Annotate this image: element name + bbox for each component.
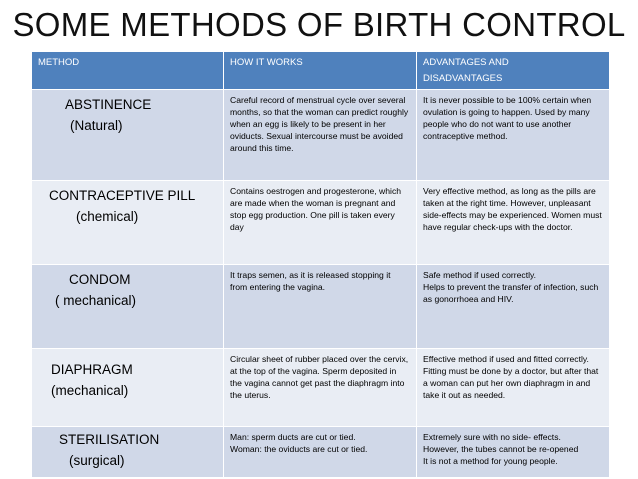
how-it-works-cell xyxy=(224,427,417,478)
method-name: STERILISATION xyxy=(59,432,160,447)
method-cell xyxy=(32,181,224,265)
method-type: (chemical) xyxy=(76,209,139,224)
advantages-line-1: Extremely sure with no side- effects. xyxy=(423,432,561,442)
advantages-cell xyxy=(417,90,610,181)
header-advantages xyxy=(417,52,610,90)
method-type: (surgical) xyxy=(69,453,125,468)
advantages-cell xyxy=(417,265,610,349)
table-row-condom xyxy=(32,265,610,349)
table-row-sterilisation xyxy=(32,427,610,478)
header-advantages-line-1: ADVANTAGES AND xyxy=(423,57,509,68)
method-type: ( mechanical) xyxy=(55,293,137,308)
method-cell xyxy=(32,265,224,349)
how-it-works-cell xyxy=(224,349,417,427)
how-it-works-text: Contains oestrogen and progesterone, which are made when the woman is pregnant and stop egg production. One pill is taken every day xyxy=(230,186,402,232)
advantages-cell xyxy=(417,181,610,265)
advantages-line-1: Safe method if used correctly. xyxy=(423,270,537,280)
method-name: DIAPHRAGM xyxy=(51,362,133,377)
how-it-works-cell xyxy=(224,90,417,181)
header-method: METHOD xyxy=(32,52,224,90)
how-it-works-line-2: Woman: the oviducts are cut or tied. xyxy=(230,444,368,454)
table-row-abstinence xyxy=(32,90,610,181)
table-row-diaphragm xyxy=(32,349,610,427)
advantages-cell xyxy=(417,427,610,478)
how-it-works-line-1: Man: sperm ducts are cut or tied. xyxy=(230,432,356,442)
advantages-line-2: Helps to prevent the transfer of infection, such as gonorrhoea and HIV. xyxy=(423,282,599,304)
method-cell xyxy=(32,90,224,181)
birth-control-table xyxy=(31,51,610,478)
method-type: (Natural) xyxy=(70,118,123,133)
how-it-works-text: It traps semen, as it is released stopping it from entering the vagina. xyxy=(230,270,391,292)
method-name: CONTRACEPTIVE PILL xyxy=(49,188,196,203)
advantages-text: It is never possible to be 100% certain when ovulation is going to happen. Used by many people who do not want to use another contraceptive method. xyxy=(423,95,592,141)
advantages-text: Effective method if used and fitted correctly. Fitting must be done by a doctor, but after that a woman can put her own diaphragm in and take it out as needed. xyxy=(423,354,599,400)
method-name: CONDOM xyxy=(69,272,131,287)
method-cell xyxy=(32,427,224,478)
advantages-text: Very effective method, as long as the pills are taken at the right time. However, unpleasant side-effects may be experienced. Women must have regular check-ups with the doctor. xyxy=(423,186,602,232)
advantages-line-2: However, the tubes cannot be re-opened xyxy=(423,444,579,454)
how-it-works-text: Circular sheet of rubber placed over the cervix, at the top of the vagina. Sperm deposited in the vagina cannot get past the diaphragm into the uterus. xyxy=(230,354,409,400)
method-cell xyxy=(32,349,224,427)
how-it-works-cell xyxy=(224,265,417,349)
method-type: (mechanical) xyxy=(51,383,129,398)
advantages-cell xyxy=(417,349,610,427)
table-header-row xyxy=(32,52,610,90)
how-it-works-cell xyxy=(224,181,417,265)
table-row-contraceptive-pill xyxy=(32,181,610,265)
advantages-line-3: It is not a method for young people. xyxy=(423,456,558,466)
method-name: ABSTINENCE xyxy=(65,97,152,112)
slide-title: SOME METHODS OF BIRTH CONTROL xyxy=(12,6,626,43)
how-it-works-text: Careful record of menstrual cycle over several months, so that the woman can predict roughly when an egg is likely to be present in her oviducts. Sexual intercourse must be avoided around this time. xyxy=(230,95,409,153)
header-advantages-line-2: DISADVANTAGES xyxy=(423,73,503,84)
header-how-it-works: HOW IT WORKS xyxy=(224,52,417,90)
